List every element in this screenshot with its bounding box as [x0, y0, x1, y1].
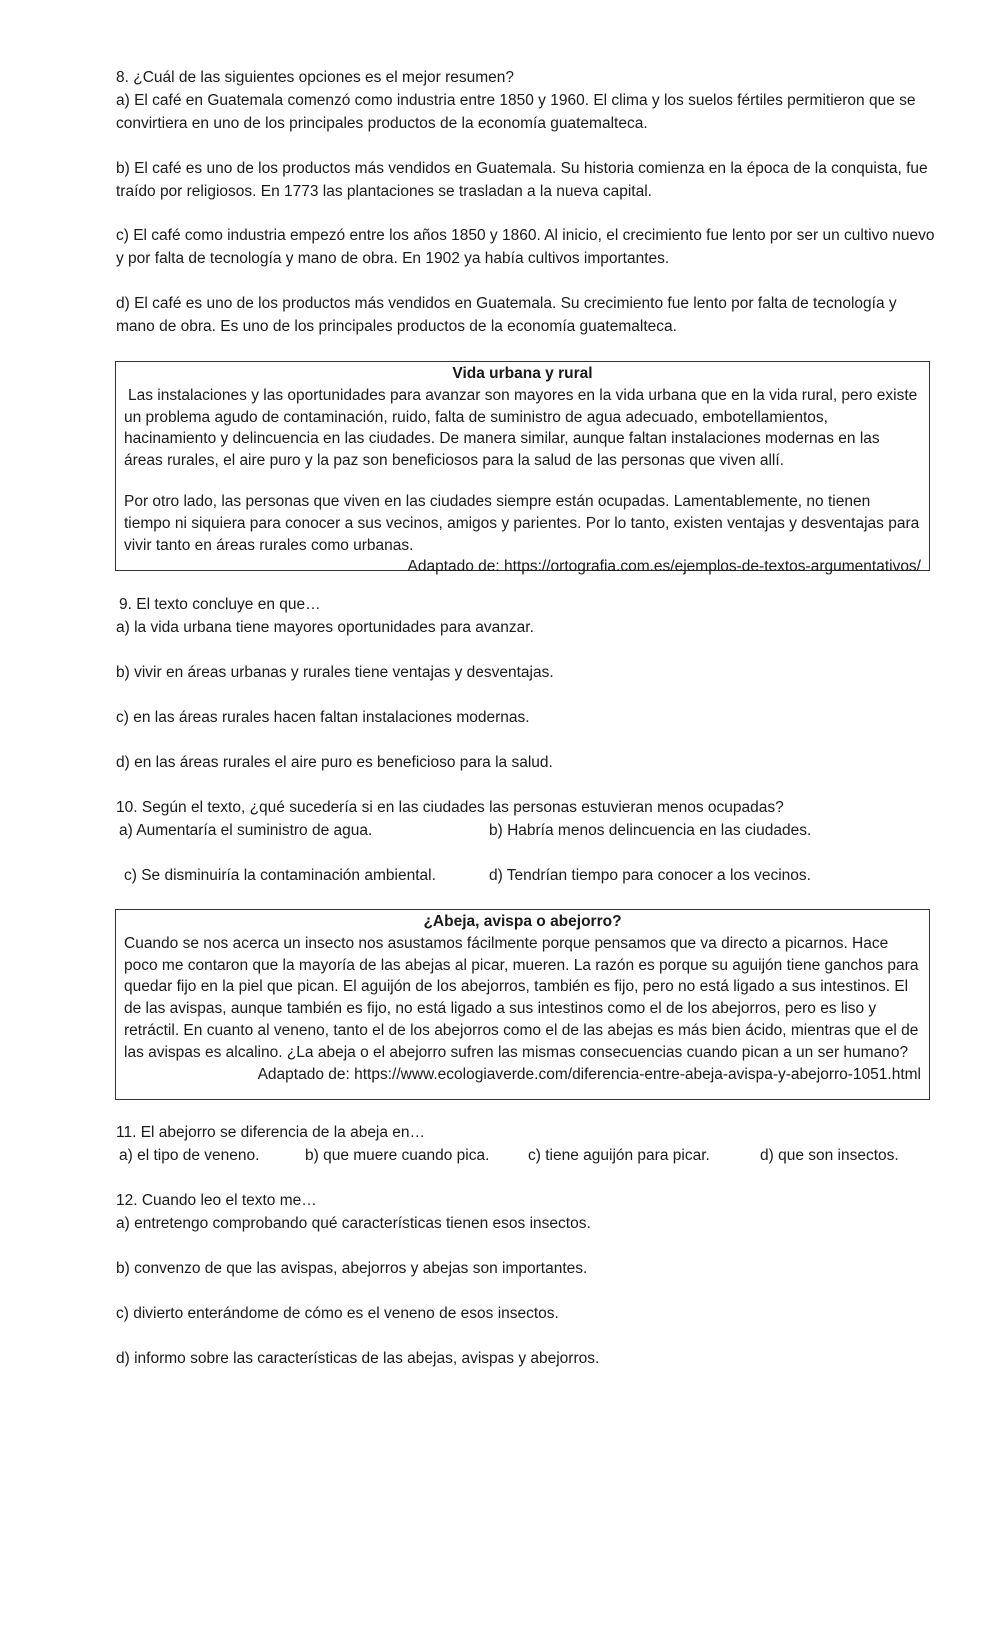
- reading-paragraph: Por otro lado, las personas que viven en las ciudades siempre están ocupadas. Lamentablemente, no tienen tiempo ni siquiera para conocer a sus vecinos, amigos y parientes. Por lo tanto, existen ventajas y desventajas para vivir tanto en áreas rurales como urbanas.: [124, 492, 920, 554]
- question-10-row-cd: [124, 864, 944, 887]
- question-8-option-b: b) El café es uno de los productos más vendidos en Guatemala. Su historia comienza en la época de la conquista, fue traído por religiosos. En 1773 las plantaciones se trasladan a la nueva capital.: [116, 160, 928, 200]
- reading-source: Adaptado de: https://www.ecologiaverde.com/diferencia-entre-abeja-avispa-y-abejorro-1051.html: [257, 1065, 921, 1083]
- question-9-option-d: d) en las áreas rurales el aire puro es beneficioso para la salud.: [116, 754, 553, 771]
- question-9-option-b: b) vivir en áreas urbanas y rurales tiene ventajas y desventajas.: [116, 664, 554, 681]
- question-9-prompt: 9. El texto concluye en que…: [119, 596, 321, 613]
- question-8-prompt: 8. ¿Cuál de las siguientes opciones es el mejor resumen?: [116, 69, 515, 86]
- question-8-option-d: d) El café es uno de los productos más vendidos en Guatemala. Su crecimiento fue lento por falta de tecnología y mano de obra. Es uno de los principales productos de la economía guatemalteca.: [116, 295, 897, 335]
- reading-box-bees: [115, 909, 930, 1100]
- question-11-option-d: d) que son insectos.: [760, 1147, 899, 1164]
- question-10-option-a: a) Aumentaría el suministro de agua.: [119, 822, 373, 839]
- question-12-prompt: 12. Cuando leo el texto me…: [116, 1192, 317, 1209]
- question-10-option-c: c) Se disminuiría la contaminación ambiental.: [124, 867, 436, 884]
- reading-title: Vida urbana y rural: [452, 365, 593, 382]
- question-8-option-a: a) El café en Guatemala comenzó como industria entre 1850 y 1960. El clima y los suelos fértiles permitieron que se convirtiera en uno de los principales productos de la economía guatemalteca.: [116, 92, 916, 132]
- question-11-option-c: c) tiene aguijón para picar.: [528, 1147, 710, 1164]
- question-11-options-row: [119, 1144, 939, 1167]
- question-8-option-c: c) El café como industria empezó entre los años 1850 y 1860. Al inicio, el crecimiento fue lento por ser un cultivo nuevo y por falta de tecnología y mano de obra. En 1902 ya había cultivos importantes.: [116, 227, 935, 267]
- reading-paragraph: Las instalaciones y las oportunidades para avanzar son mayores en la vida urbana que en la vida rural, pero existe un problema agudo de contaminación, ruido, falta de suministro de agua adecuado, embotellamientos, hacinamiento y delincuencia en las ciudades. De manera similar, aunque faltan instalaciones modernas en las áreas rurales, el aire puro y la paz son beneficiosos para la salud de las personas que viven allí.: [124, 386, 918, 470]
- question-11-option-b: b) que muere cuando pica.: [305, 1147, 490, 1164]
- question-9-option-c: c) en las áreas rurales hacen faltan instalaciones modernas.: [116, 709, 530, 726]
- reading-box-urban-rural: [115, 361, 930, 576]
- question-10-row-ab: [119, 819, 939, 842]
- reading-title: ¿Abeja, avispa o abejorro?: [423, 913, 622, 930]
- question-12-option-a: a) entretengo comprobando qué características tienen esos insectos.: [116, 1215, 591, 1232]
- question-11-prompt: 11. El abejorro se diferencia de la abeja en…: [116, 1124, 426, 1141]
- question-12-option-c: c) divierto enterándome de cómo es el veneno de esos insectos.: [116, 1305, 559, 1322]
- question-12-option-d: d) informo sobre las características de las abejas, avispas y abejorros.: [116, 1350, 600, 1367]
- question-10-option-d: d) Tendrían tiempo para conocer a los vecinos.: [489, 867, 811, 884]
- question-11-option-a: a) el tipo de veneno.: [119, 1147, 260, 1164]
- question-12-option-b: b) convenzo de que las avispas, abejorros y abejas son importantes.: [116, 1260, 588, 1277]
- question-9-option-a: a) la vida urbana tiene mayores oportunidades para avanzar.: [116, 619, 534, 636]
- question-10-option-b: b) Habría menos delincuencia en las ciudades.: [489, 822, 812, 839]
- reading-paragraph: Cuando se nos acerca un insecto nos asustamos fácilmente porque pensamos que va directo a picarnos. Hace poco me contaron que la mayoría de las abejas al picar, mueren. La razón es porque su aguijón tiene ganchos para quedar fijo en la piel que pican. El aguijón de los abejorros, también es fijo, pero no está ligado a sus intestinos. El de las avispas, aunque también es fijo, no está ligado a sus intestinos como el de los abejorros, pero es liso y retráctil. En cuanto al veneno, tanto el de los abejorros como el de las abejas es más bien ácido, mientras que el de las avispas es alcalino. ¿La abeja o el abejorro sufren las mismas consecuencias cuando pican a un ser humano?: [124, 934, 919, 1061]
- reading-source: Adaptado de: https://ortografia.com.es/ejemplos-de-textos-argumentativos/: [407, 558, 921, 576]
- question-10-prompt: 10. Según el texto, ¿qué sucedería si en las ciudades las personas estuvieran menos ocupadas?: [116, 799, 784, 816]
